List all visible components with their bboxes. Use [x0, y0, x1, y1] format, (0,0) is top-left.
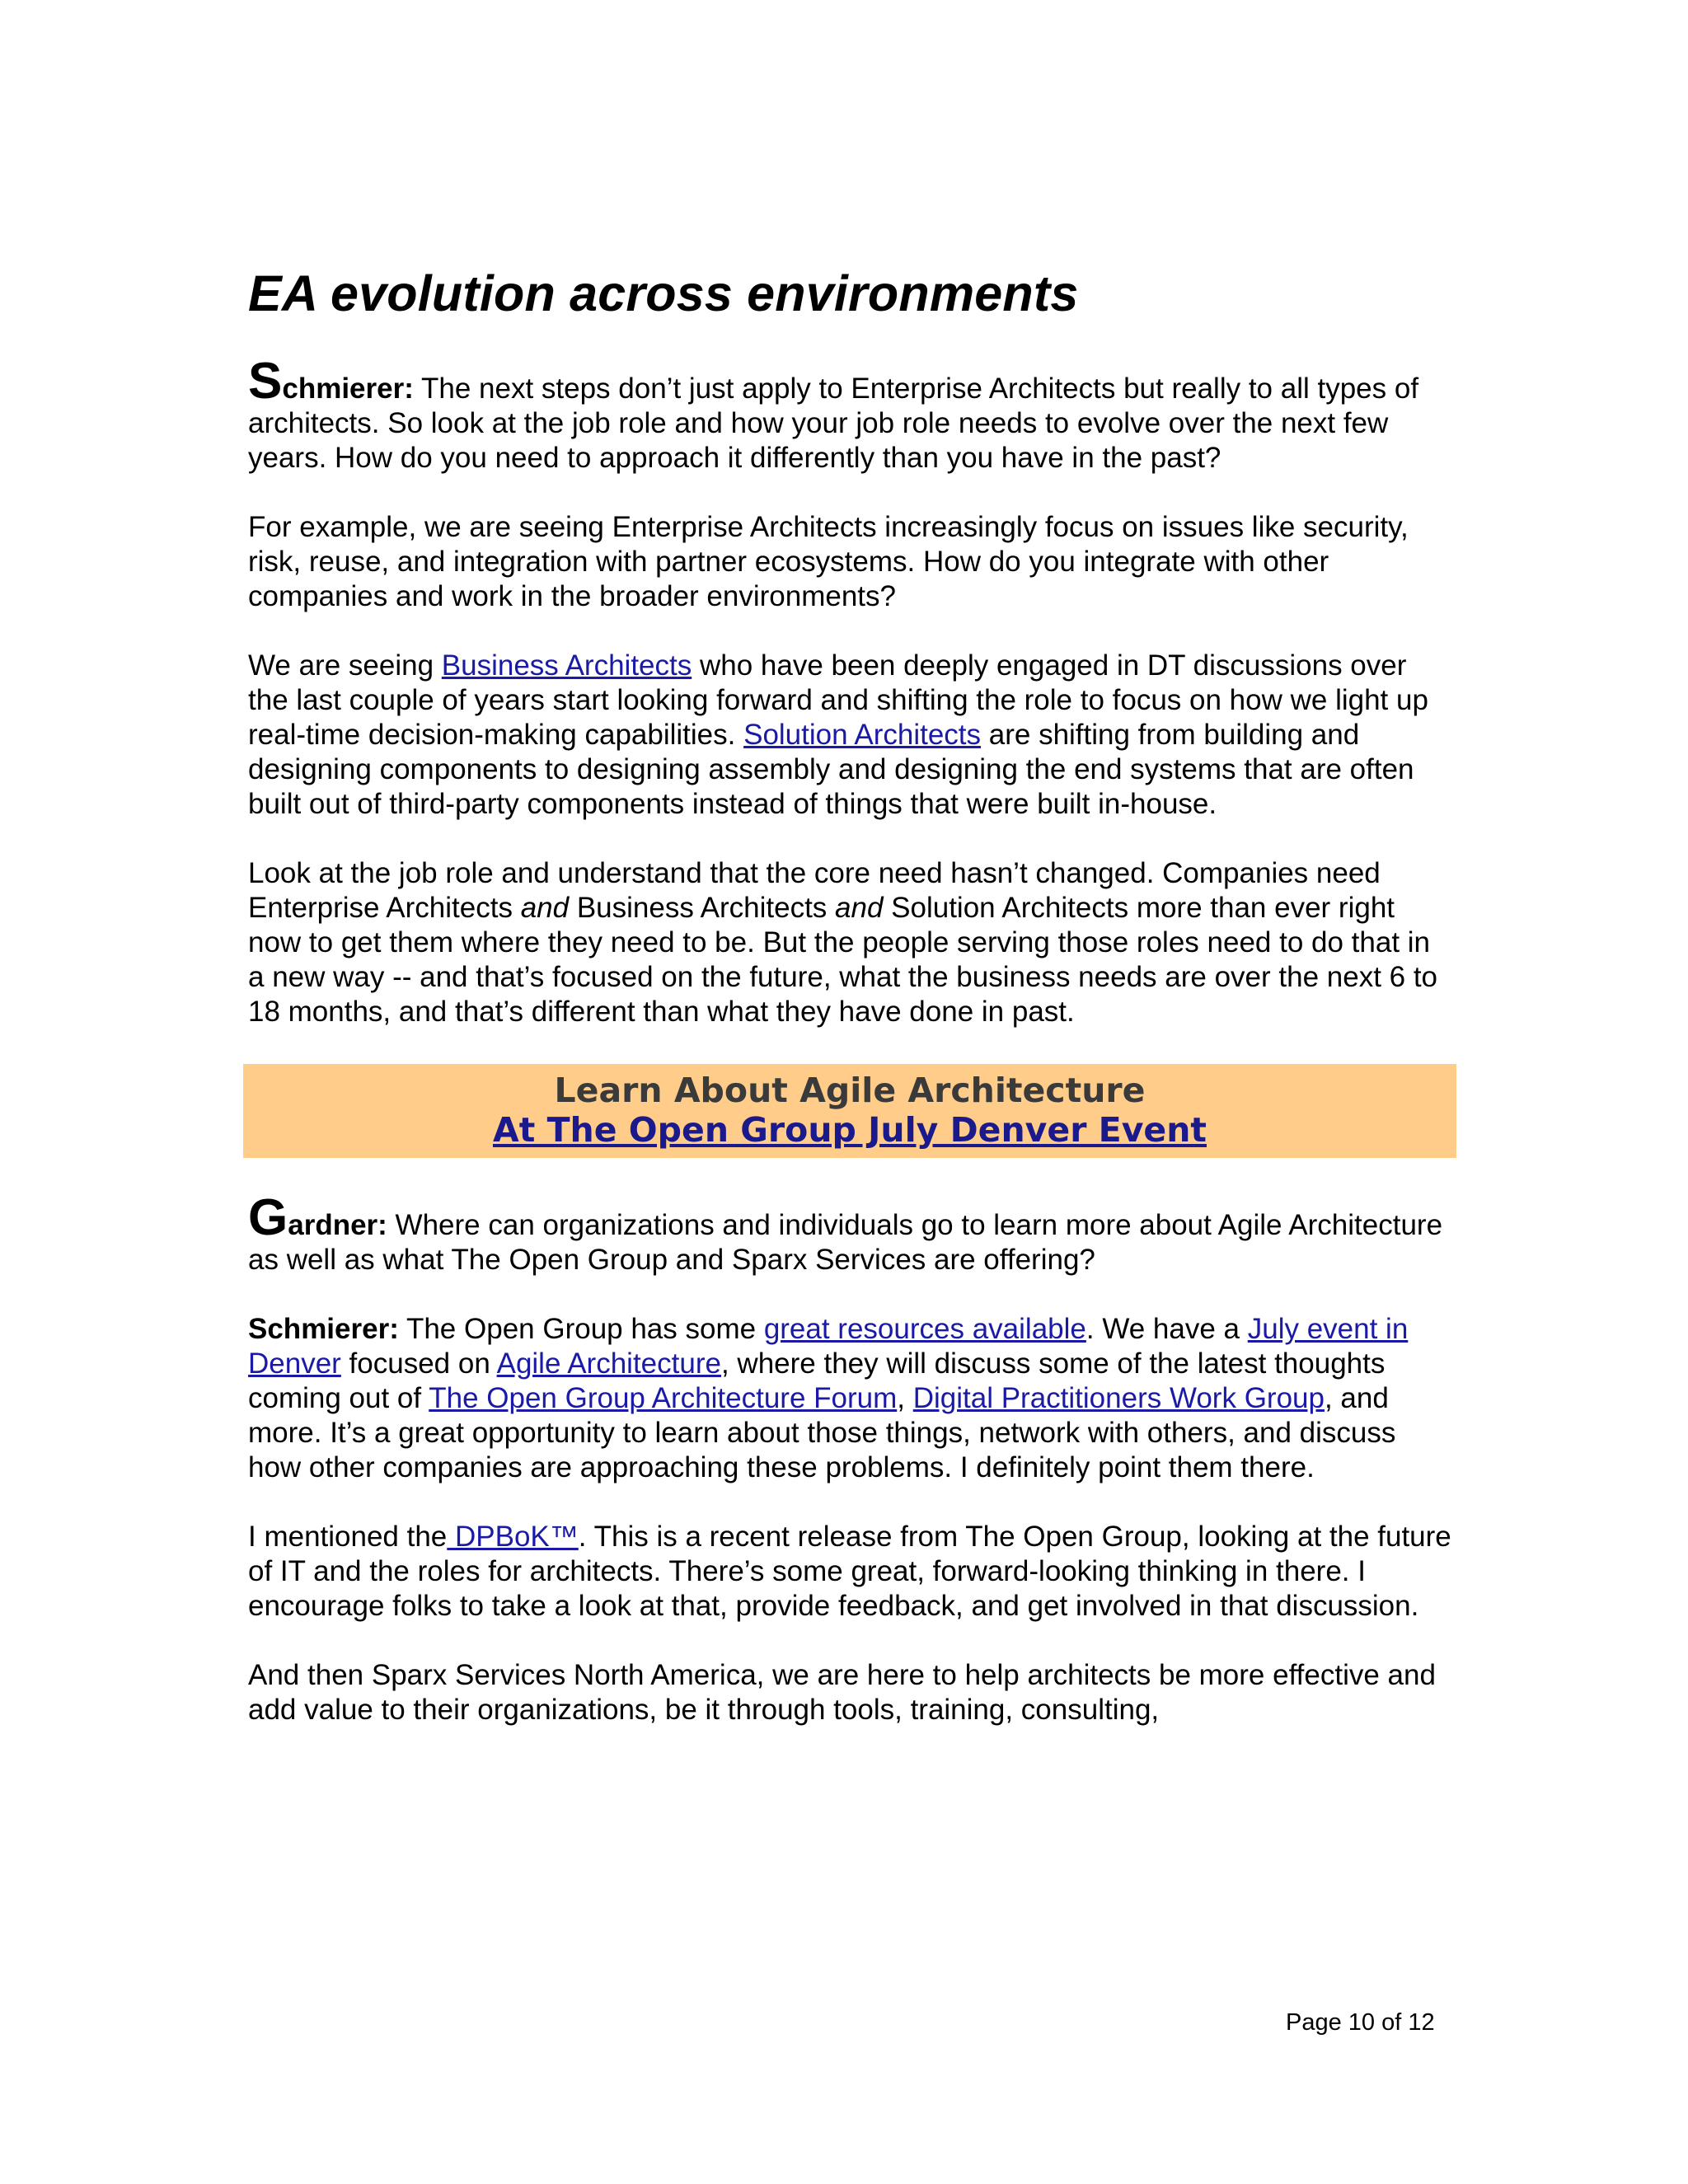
paragraph-job-role: [248, 856, 1451, 1029]
paragraph-schmierer-intro: [248, 353, 1451, 476]
paragraph-text: , where they will discuss some of the latest thoughts coming out of: [248, 1347, 1386, 1414]
drop-cap: G: [248, 1189, 288, 1246]
paragraph-text: focused on: [340, 1347, 497, 1380]
section-title: EA evolution across environments: [248, 265, 1079, 321]
speaker-label: Schmierer:: [248, 1313, 399, 1345]
paragraph-text: are shifting from building and designing components to designing assembly and designing the end systems that are often built out of third-party components instead of things that were built in-house.: [248, 719, 1414, 820]
link-july-event-denver[interactable]: July event in Denver: [248, 1313, 1409, 1380]
emphasis-and: and: [835, 892, 884, 924]
paragraph-text: I mentioned the: [248, 1521, 448, 1553]
paragraph-text: The Open Group has some: [398, 1313, 764, 1345]
speaker-label: chmierer:: [282, 373, 414, 405]
paragraph-text: We are seeing: [248, 649, 442, 682]
paragraph-text: Where can organizations and individuals go to learn more about Agile Architecture as well as what The Open Group and Sparx Services are offering?: [248, 1209, 1443, 1276]
paragraph-schmierer-resources: [248, 1312, 1451, 1485]
paragraph-gardner-question: [248, 1189, 1451, 1277]
paragraph-text: Solution Architects more than ever right now to get them where they need to be. But the people serving those roles need to do that in a new way -- and that’s focused on the future, what the business needs are over the next 6 to 18 months, and that’s different than what they have done in past.: [248, 892, 1438, 1028]
link-great-resources[interactable]: great resources available: [763, 1313, 1086, 1345]
emphasis-and: and: [520, 892, 570, 924]
paragraph-dpbok: [248, 1520, 1451, 1624]
link-solution-architects[interactable]: Solution Architects: [743, 719, 982, 751]
paragraph-architect-roles: [248, 649, 1451, 822]
paragraph-text: Business Architects: [569, 892, 836, 924]
paragraph-text: The next steps don’t just apply to Enterprise Architects but really to all types of architects. So look at the job role and how your job role needs to evolve over the next few years. How do you need to approach it differently than you have in the past?: [248, 373, 1419, 474]
paragraph-text: ,: [897, 1382, 913, 1414]
paragraph-text: , and more. It’s a great opportunity to learn about those things, network with others, and discuss how other companies are approaching these problems. I definitely point them there.: [248, 1382, 1396, 1483]
speaker-label: ardner:: [288, 1209, 387, 1241]
link-digital-practitioners[interactable]: Digital Practitioners Work Group: [912, 1382, 1325, 1414]
paragraph-sparx-services: And then Sparx Services North America, we are here to help architects be more effective and add value to their organizations, be it through tools, training, consulting,: [248, 1659, 1436, 1726]
drop-cap: S: [248, 353, 283, 410]
banner-heading: Learn About Agile Architecture: [554, 1071, 1146, 1110]
link-agile-architecture[interactable]: Agile Architecture: [496, 1347, 721, 1380]
link-business-architects[interactable]: Business Architects: [441, 649, 692, 682]
link-architecture-forum[interactable]: The Open Group Architecture Forum: [429, 1382, 898, 1414]
page-content: [248, 262, 1451, 1762]
link-denver-event[interactable]: At The Open Group July Denver Event: [492, 1110, 1207, 1150]
page-number: Page 10 of 12: [1286, 2009, 1435, 2036]
paragraph-text: who have been deeply engaged in DT discussions over the last couple of years start looking forward and shifting the role to focus on how we light up real-time decision-making capabilities.: [248, 649, 1428, 751]
paragraph-text: . We have a: [1085, 1313, 1248, 1345]
promo-banner: [243, 1064, 1456, 1158]
banner-link-line: [243, 1110, 1456, 1150]
paragraph-text: Look at the job role and understand that the core need hasn’t changed. Companies need Enterprise Architects: [248, 857, 1381, 924]
link-dpbok[interactable]: DPBoK™: [447, 1521, 579, 1553]
paragraph-example: For example, we are seeing Enterprise Architects increasingly focus on issues like security, risk, reuse, and integration with partner ecosystems. How do you integrate with other companies and work in the broader environments?: [248, 511, 1409, 612]
paragraph-text: . This is a recent release from The Open Group, looking at the future of IT and the roles for architects. There’s some great, forward-looking thinking in there. I encourage folks to take a look at that, provide feedback, and get involved in that discussion.: [248, 1521, 1451, 1622]
